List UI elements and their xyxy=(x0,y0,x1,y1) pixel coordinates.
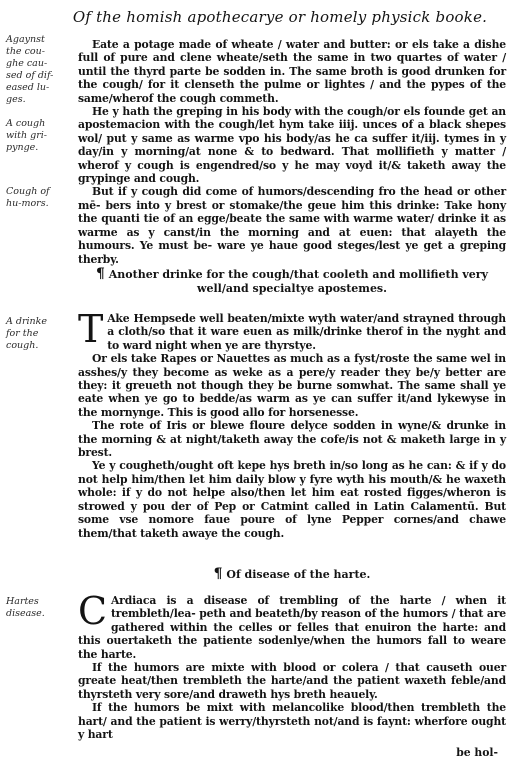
paragraph-melancolike: If the humors be mixt with melancolike blood/then trembleth the hart/ and the patient is werry/thyrsteth not/and is faynt: wherfore ought y hart xyxy=(78,701,506,742)
paragraph-shepes-wol: He y hath the greping in his body with the cough/or els founde get an apostemacion with the cough/let hym take iiij. unces of a black shepes wol/ put y same as warme vpo his body/as he ca suffer it/iij. tymes in y day/in y morning/at none & to bedward. That mollifieth y matter / wherof y cough is engendred/so y he may voyd it/& taketh away the grypinge and cough. xyxy=(78,105,506,186)
margin-note-cough-humors: Cough of hu-mors. xyxy=(6,186,50,209)
paragraph-rapes: Or els take Rapes or Nauettes as much as a fyst/roste the same wel in asshes/y they become as weke as a pere/y reader they be/y better are they: it greueth not though they be burne somwhat. The same shall ye eate when ye go to bedde/as warm as ye can suffer it/and lykewyse in the mornynge. This is good allo for horsenesse. xyxy=(78,352,506,419)
margin-note-cough-decoction: Agaynst the cou-ghe cau-sed of dif-eased lu-ges. xyxy=(6,34,54,105)
margin-note-cough-grypynge: A cough with gri-pynge. xyxy=(6,118,47,153)
section-heading-another-drinke xyxy=(78,268,506,295)
margin-note-drinke-cough: A drinke for the cough. xyxy=(6,316,48,351)
margin-note-hartes-disease: Hartes disease. xyxy=(6,596,45,619)
paragraph-kepe-breth: Ye y cougheth/ought oft kepe hys breth in/so long as he can: & if y do not help him/then let him daily blow y fyre wyth his mouth/& he waxeth whole: if y do not helpe also/then let him eat rosted figges/wheron is strowed y pou der of Pep or Catmint called in Latin Calamentū. But some vse nomore faue poure of lyne Pepper cornes/and chawe them/that taketh awaye the cough. xyxy=(78,459,506,540)
section-cough-remedies xyxy=(78,38,506,266)
catchword: be hol- xyxy=(456,746,498,759)
heading-text: Another drinke for the cough/that cooleth and mollifieth very well/and specialtye apostemes. xyxy=(108,268,488,295)
paragraph-cardiaca-text: Ardiaca is a disease of trembling of the harte / when it trembleth/lea- peth and beateth/by reason of the humors / that are gathered within the celles or felles that enuiron the harte: and this ouertaketh the patiente sodenlye/when the humors fall to weare the harte. xyxy=(78,594,506,661)
pilcrow-icon: ¶ xyxy=(95,266,105,282)
dropcap-letter: C xyxy=(78,589,107,633)
paragraph-wheate-potage: Eate a potage made of wheate / water and butter: or els take a dishe full of pure and clene wheate/seth the same in two quartes of water / until the thyrd parte be sodden in. The same broth is good drunken for the cough/ for it clenseth the pulme or lightes / and the pypes of the same/wherof the cough commeth. xyxy=(78,38,506,105)
pilcrow-icon: ¶ xyxy=(213,566,223,582)
paragraph-iris-rote: The rote of Iris or blewe floure delyce sodden in wyne/& drunke in the morning & at night/taketh away the cofe/is not & maketh large in y brest. xyxy=(78,419,506,460)
section-heading-harte xyxy=(78,568,506,582)
section-harte-disease xyxy=(78,589,506,742)
paragraph-blood-colera: If the humors are mixte with blood or colera / that causeth ouer greate heat/then trembleth the harte/and the patient waxeth feble/and thyrsteth very sore/and draweth hys breth heauely. xyxy=(78,661,506,701)
running-head: Of the homish apothecarye or homely physick booke. xyxy=(72,8,488,26)
paragraph-hempsede xyxy=(78,307,506,352)
paragraph-cardiaca xyxy=(78,589,506,661)
heading-text: Of disease of the harte. xyxy=(226,568,371,581)
section-drinke-cough xyxy=(78,307,506,540)
dropcap-letter: T xyxy=(78,307,104,351)
paragraph-hempsede-text: Ake Hempsede well beaten/mixte wyth water/and strayned through a cloth/so that it ware euen as milk/drinke therof in the nyght and to ward night when ye are thyrstye. xyxy=(107,312,506,352)
paragraph-hony-drinke: But if y cough did come of humors/descending fro the head or other mē- bers into y brest or stomake/the geue him this drinke: Take hony the quanti tie of an egge/beate the same with warme water/ drinke it as warme as y canst/in the morning and at euen: that alayeth the humours. Ye must be- ware ye haue good steges/lest ye get a greping therby. xyxy=(78,185,506,266)
